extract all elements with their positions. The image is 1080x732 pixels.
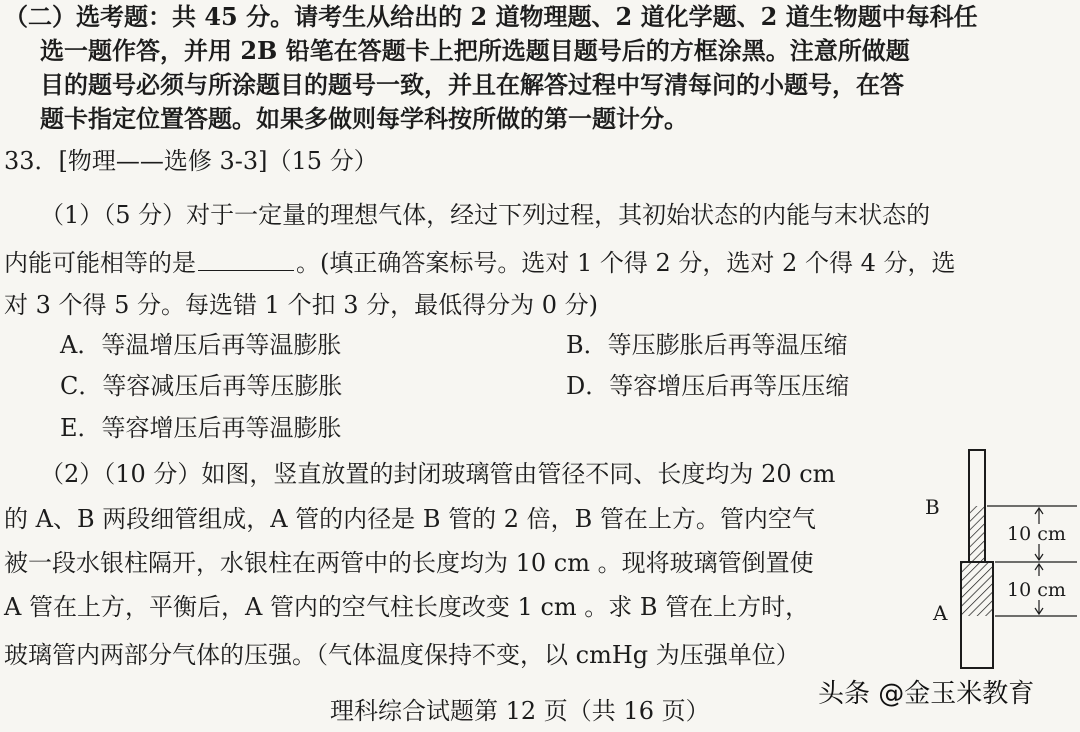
question-heading: 33．[物理——选修 3-3]（15 分） <box>4 147 378 175</box>
watermark: 头条 @金玉米教育 <box>818 679 1035 709</box>
label-b: B <box>925 495 940 519</box>
part2-line-4: A 管在上方，平衡后，A 管内的空气柱长度改变 1 cm 。求 B 管在上方时， <box>4 593 810 621</box>
option-e: E．等容增压后再等温膨胀 <box>60 414 342 442</box>
mercury-a <box>962 563 992 616</box>
intro-line-2: 选一题作答，并用 2B 铅笔在答题卡上把所选题目题号后的方框涂黑。注意所做题 <box>40 36 910 65</box>
option-d: D．等容增压后再等压压缩 <box>566 372 850 400</box>
part1-line-3: 对 3 个得 5 分。每选错 1 个扣 3 分，最低得分为 0 分) <box>4 291 598 319</box>
answer-blank <box>198 248 294 271</box>
dim-label-lower: 10 cm <box>1007 579 1066 601</box>
dim-label-upper: 10 cm <box>1007 523 1066 545</box>
part2-line-1: （2）（10 分）如图，竖直放置的封闭玻璃管由管径不同、长度均为 20 cm <box>40 460 836 488</box>
page-footer: 理科综合试题第 12 页（共 16 页） <box>330 697 710 725</box>
option-b: B．等压膨胀后再等温压缩 <box>566 331 848 359</box>
part1-line-2b: 。(填正确答案标号。选对 1 个得 2 分，选对 2 个得 4 分，选 <box>296 249 956 277</box>
label-a: A <box>933 601 948 625</box>
intro-line-4: 题卡指定位置答题。如果多做则每学科按所做的第一题计分。 <box>40 104 688 133</box>
part1-line-2a: 内能可能相等的是 <box>4 249 196 277</box>
part2-line-3: 被一段水银柱隔开，水银柱在两管中的长度均为 10 cm 。现将玻璃管倒置使 <box>4 549 814 577</box>
part1-line-2 <box>4 248 955 278</box>
part1-line-1: （1）（5 分）对于一定量的理想气体，经过下列过程，其初始状态的内能与末状态的 <box>40 201 931 229</box>
part2-line-2: 的 A、B 两段细管组成，A 管的内径是 B 管的 2 倍，B 管在上方。管内空气 <box>4 505 816 533</box>
mercury-b <box>970 506 984 562</box>
intro-line-1: （二）选考题：共 45 分。请考生从给出的 2 道物理题、2 道化学题、2 道生物题中每科任 <box>4 2 978 31</box>
option-a: A．等温增压后再等温膨胀 <box>60 331 342 359</box>
tube-diagram <box>915 440 1080 680</box>
intro-line-3: 目的题号必须与所涂题目的题号一致，并且在解答过程中写清每问的小题号，在答 <box>40 70 904 99</box>
option-c: C．等容减压后再等压膨胀 <box>60 372 343 400</box>
part2-line-5: 玻璃管内两部分气体的压强。（气体温度保持不变，以 cmHg 为压强单位） <box>4 641 800 669</box>
